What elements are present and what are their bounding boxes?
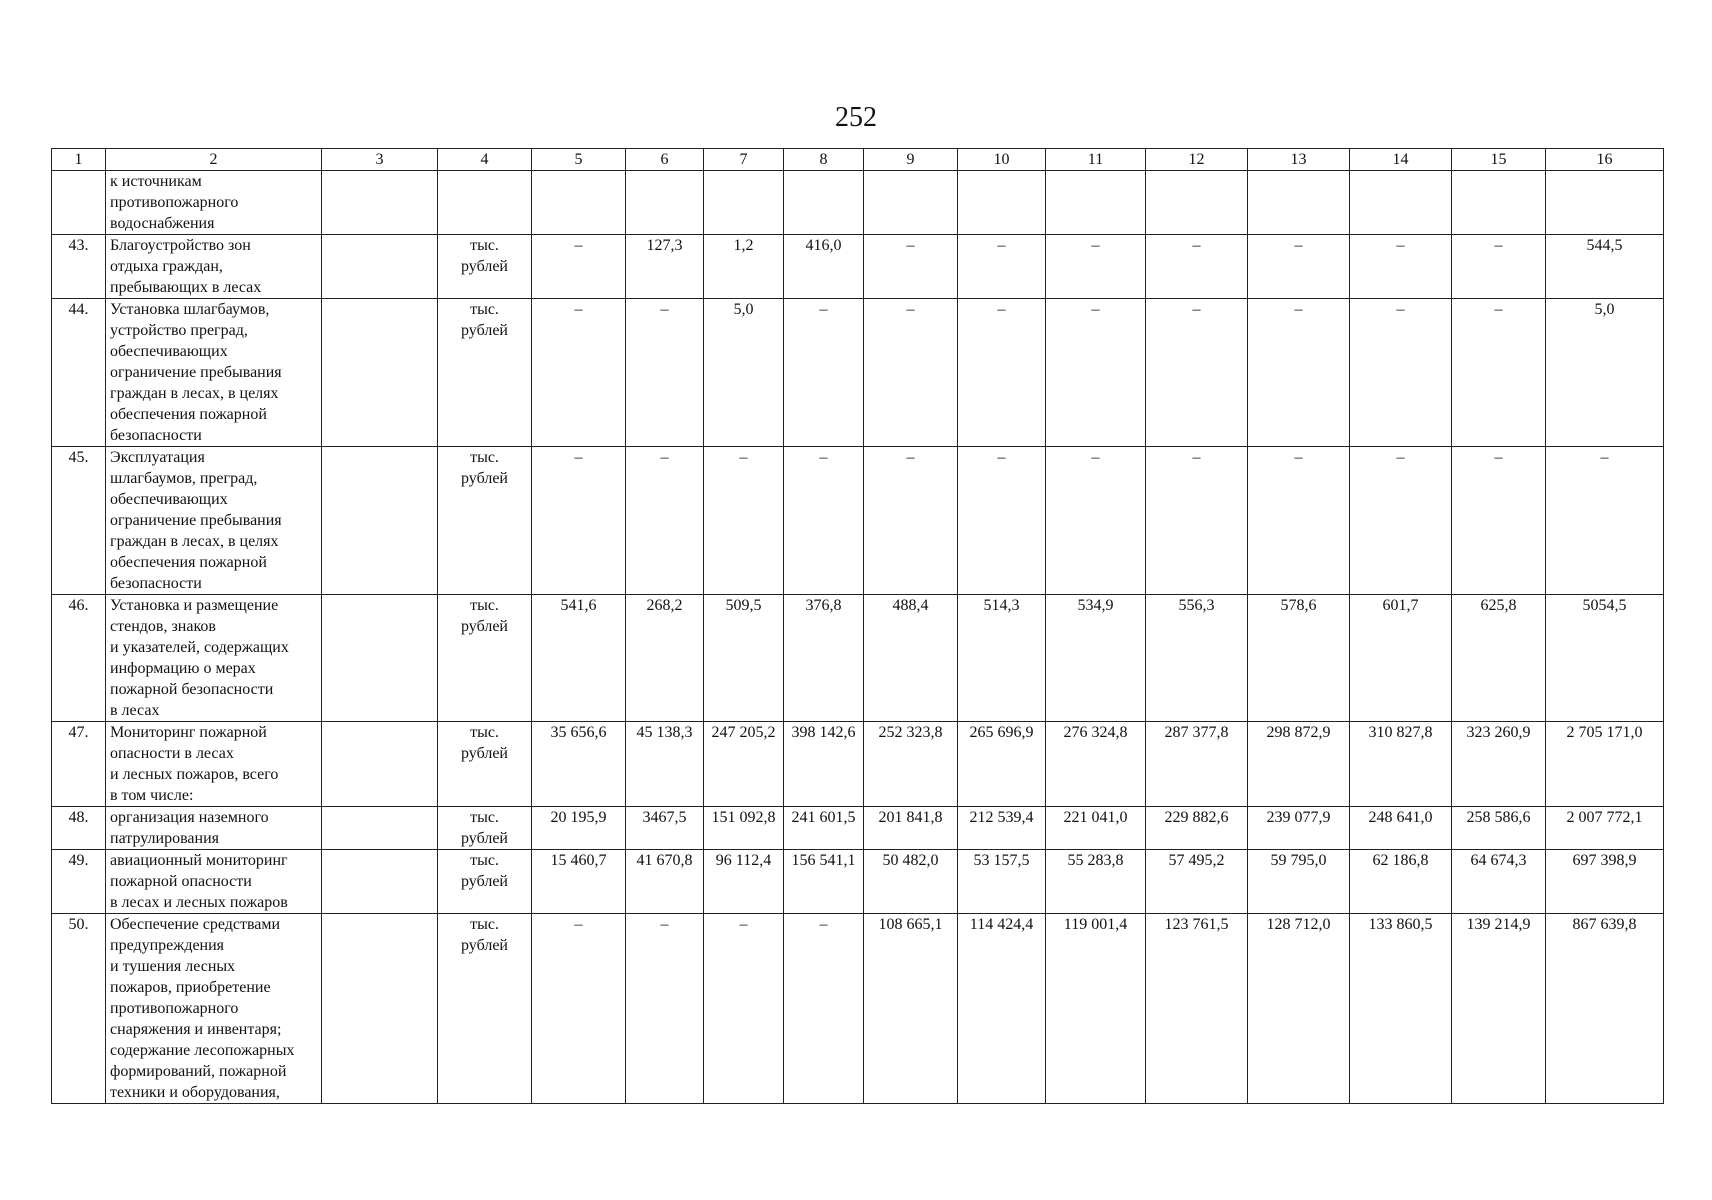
column-number-row: [52, 149, 1664, 171]
value-cell: 867 639,8: [1546, 914, 1664, 1104]
row-description: Обеспечение средствами предупреждения и тушения лесных пожаров, приобретение противопожарного снаряжения и инвентаря; содержание лесопожарных формирований, пожарной техники и оборудования,: [106, 914, 322, 1104]
value-cell: [1146, 171, 1248, 235]
column-header: 15: [1452, 149, 1546, 171]
value-cell: 544,5: [1546, 235, 1664, 299]
value-cell: 50 482,0: [864, 850, 958, 914]
value-cell: –: [1350, 235, 1452, 299]
value-cell: 258 586,6: [1452, 807, 1546, 850]
row-unit: тыс. рублей: [438, 722, 532, 807]
value-cell: 119 001,4: [1046, 914, 1146, 1104]
column-header: 7: [704, 149, 784, 171]
value-cell: –: [1248, 235, 1350, 299]
row-number: 50.: [52, 914, 106, 1104]
value-cell: 229 882,6: [1146, 807, 1248, 850]
row-unit: тыс. рублей: [438, 850, 532, 914]
column-header: 2: [106, 149, 322, 171]
value-cell: 108 665,1: [864, 914, 958, 1104]
value-cell: 3467,5: [626, 807, 704, 850]
row-column-3: [322, 447, 438, 595]
row-column-3: [322, 722, 438, 807]
row-unit: тыс. рублей: [438, 235, 532, 299]
row-number: 43.: [52, 235, 106, 299]
row-number: 44.: [52, 299, 106, 447]
row-column-3: [322, 850, 438, 914]
row-number: [52, 171, 106, 235]
table-body: [52, 171, 1664, 1104]
column-header: 5: [532, 149, 626, 171]
value-cell: 221 041,0: [1046, 807, 1146, 850]
value-cell: 127,3: [626, 235, 704, 299]
value-cell: 697 398,9: [1546, 850, 1664, 914]
value-cell: [784, 171, 864, 235]
column-header: 1: [52, 149, 106, 171]
value-cell: [1248, 171, 1350, 235]
data-table: [51, 148, 1664, 1104]
value-cell: –: [532, 299, 626, 447]
value-cell: 239 077,9: [1248, 807, 1350, 850]
column-header: 6: [626, 149, 704, 171]
value-cell: 556,3: [1146, 595, 1248, 722]
row-unit: тыс. рублей: [438, 595, 532, 722]
row-column-3: [322, 171, 438, 235]
column-header: 12: [1146, 149, 1248, 171]
column-header: 3: [322, 149, 438, 171]
value-cell: –: [626, 447, 704, 595]
value-cell: 45 138,3: [626, 722, 704, 807]
value-cell: –: [532, 914, 626, 1104]
value-cell: [864, 171, 958, 235]
row-unit: тыс. рублей: [438, 914, 532, 1104]
value-cell: –: [1452, 447, 1546, 595]
value-cell: 252 323,8: [864, 722, 958, 807]
row-description: Мониторинг пожарной опасности в лесах и лесных пожаров, всего в том числе:: [106, 722, 322, 807]
value-cell: [1546, 171, 1664, 235]
value-cell: –: [864, 299, 958, 447]
value-cell: [1046, 171, 1146, 235]
value-cell: –: [1452, 299, 1546, 447]
column-header: 11: [1046, 149, 1146, 171]
value-cell: –: [1046, 447, 1146, 595]
value-cell: 201 841,8: [864, 807, 958, 850]
row-description: Благоустройство зон отдыха граждан, пребывающих в лесах: [106, 235, 322, 299]
value-cell: 139 214,9: [1452, 914, 1546, 1104]
value-cell: 151 092,8: [704, 807, 784, 850]
value-cell: 376,8: [784, 595, 864, 722]
value-cell: 488,4: [864, 595, 958, 722]
column-header: 10: [958, 149, 1046, 171]
value-cell: 268,2: [626, 595, 704, 722]
column-header: 14: [1350, 149, 1452, 171]
value-cell: [1452, 171, 1546, 235]
value-cell: 57 495,2: [1146, 850, 1248, 914]
value-cell: 212 539,4: [958, 807, 1046, 850]
value-cell: 96 112,4: [704, 850, 784, 914]
value-cell: –: [864, 235, 958, 299]
value-cell: [958, 171, 1046, 235]
value-cell: 298 872,9: [1248, 722, 1350, 807]
value-cell: 59 795,0: [1248, 850, 1350, 914]
value-cell: 509,5: [704, 595, 784, 722]
value-cell: 55 283,8: [1046, 850, 1146, 914]
value-cell: 534,9: [1046, 595, 1146, 722]
value-cell: 265 696,9: [958, 722, 1046, 807]
value-cell: 416,0: [784, 235, 864, 299]
value-cell: –: [864, 447, 958, 595]
column-header: 8: [784, 149, 864, 171]
value-cell: 41 670,8: [626, 850, 704, 914]
table-row: [52, 171, 1664, 235]
value-cell: –: [1452, 235, 1546, 299]
column-header: 4: [438, 149, 532, 171]
value-cell: 1,2: [704, 235, 784, 299]
value-cell: 287 377,8: [1146, 722, 1248, 807]
row-column-3: [322, 914, 438, 1104]
value-cell: –: [784, 914, 864, 1104]
value-cell: 128 712,0: [1248, 914, 1350, 1104]
value-cell: 541,6: [532, 595, 626, 722]
value-cell: –: [784, 299, 864, 447]
row-column-3: [322, 235, 438, 299]
value-cell: [704, 171, 784, 235]
value-cell: 123 761,5: [1146, 914, 1248, 1104]
value-cell: –: [958, 447, 1046, 595]
value-cell: 5,0: [704, 299, 784, 447]
value-cell: [532, 171, 626, 235]
value-cell: –: [1046, 299, 1146, 447]
value-cell: –: [1546, 447, 1664, 595]
value-cell: 323 260,9: [1452, 722, 1546, 807]
value-cell: [1350, 171, 1452, 235]
row-column-3: [322, 595, 438, 722]
value-cell: 241 601,5: [784, 807, 864, 850]
value-cell: –: [1146, 447, 1248, 595]
value-cell: 2 705 171,0: [1546, 722, 1664, 807]
value-cell: 398 142,6: [784, 722, 864, 807]
page-number: 252: [835, 102, 877, 133]
value-cell: [626, 171, 704, 235]
value-cell: –: [1146, 235, 1248, 299]
value-cell: –: [1350, 447, 1452, 595]
value-cell: –: [958, 235, 1046, 299]
value-cell: –: [1046, 235, 1146, 299]
row-number: 49.: [52, 850, 106, 914]
row-description: организация наземного патрулирования: [106, 807, 322, 850]
value-cell: 601,7: [1350, 595, 1452, 722]
value-cell: 248 641,0: [1350, 807, 1452, 850]
value-cell: 578,6: [1248, 595, 1350, 722]
row-description: авиационный мониторинг пожарной опасности в лесах и лесных пожаров: [106, 850, 322, 914]
value-cell: 20 195,9: [532, 807, 626, 850]
value-cell: –: [704, 914, 784, 1104]
value-cell: 625,8: [1452, 595, 1546, 722]
table-row: [52, 299, 1664, 447]
value-cell: 247 205,2: [704, 722, 784, 807]
value-cell: –: [1350, 299, 1452, 447]
table-row: [52, 722, 1664, 807]
table-row: [52, 595, 1664, 722]
table-row: [52, 914, 1664, 1104]
row-unit: тыс. рублей: [438, 447, 532, 595]
row-number: 47.: [52, 722, 106, 807]
value-cell: 64 674,3: [1452, 850, 1546, 914]
value-cell: –: [958, 299, 1046, 447]
value-cell: –: [784, 447, 864, 595]
value-cell: –: [532, 235, 626, 299]
row-number: 48.: [52, 807, 106, 850]
value-cell: 62 186,8: [1350, 850, 1452, 914]
column-header: 13: [1248, 149, 1350, 171]
table-row: [52, 235, 1664, 299]
table-row: [52, 807, 1664, 850]
value-cell: 514,3: [958, 595, 1046, 722]
value-cell: 15 460,7: [532, 850, 626, 914]
row-number: 46.: [52, 595, 106, 722]
value-cell: 5,0: [1546, 299, 1664, 447]
row-number: 45.: [52, 447, 106, 595]
value-cell: –: [626, 914, 704, 1104]
value-cell: –: [1248, 447, 1350, 595]
value-cell: –: [626, 299, 704, 447]
value-cell: 310 827,8: [1350, 722, 1452, 807]
value-cell: 114 424,4: [958, 914, 1046, 1104]
row-column-3: [322, 807, 438, 850]
row-column-3: [322, 299, 438, 447]
column-header: 16: [1546, 149, 1664, 171]
table-row: [52, 850, 1664, 914]
row-description: Эксплуатация шлагбаумов, преград, обеспечивающих ограничение пребывания граждан в лесах, в целях обеспечения пожарной безопасности: [106, 447, 322, 595]
value-cell: 2 007 772,1: [1546, 807, 1664, 850]
row-unit: тыс. рублей: [438, 807, 532, 850]
value-cell: –: [1248, 299, 1350, 447]
value-cell: 53 157,5: [958, 850, 1046, 914]
value-cell: 133 860,5: [1350, 914, 1452, 1104]
value-cell: 35 656,6: [532, 722, 626, 807]
value-cell: 156 541,1: [784, 850, 864, 914]
row-description: к источникам противопожарного водоснабжения: [106, 171, 322, 235]
table-row: [52, 447, 1664, 595]
value-cell: 276 324,8: [1046, 722, 1146, 807]
value-cell: –: [1146, 299, 1248, 447]
row-unit: тыс. рублей: [438, 299, 532, 447]
value-cell: 5054,5: [1546, 595, 1664, 722]
column-header: 9: [864, 149, 958, 171]
row-description: Установка и размещение стендов, знаков и указателей, содержащих информацию о мерах пожарной безопасности в лесах: [106, 595, 322, 722]
row-unit: [438, 171, 532, 235]
value-cell: –: [704, 447, 784, 595]
value-cell: –: [532, 447, 626, 595]
row-description: Установка шлагбаумов, устройство преград, обеспечивающих ограничение пребывания граждан в лесах, в целях обеспечения пожарной безопасности: [106, 299, 322, 447]
